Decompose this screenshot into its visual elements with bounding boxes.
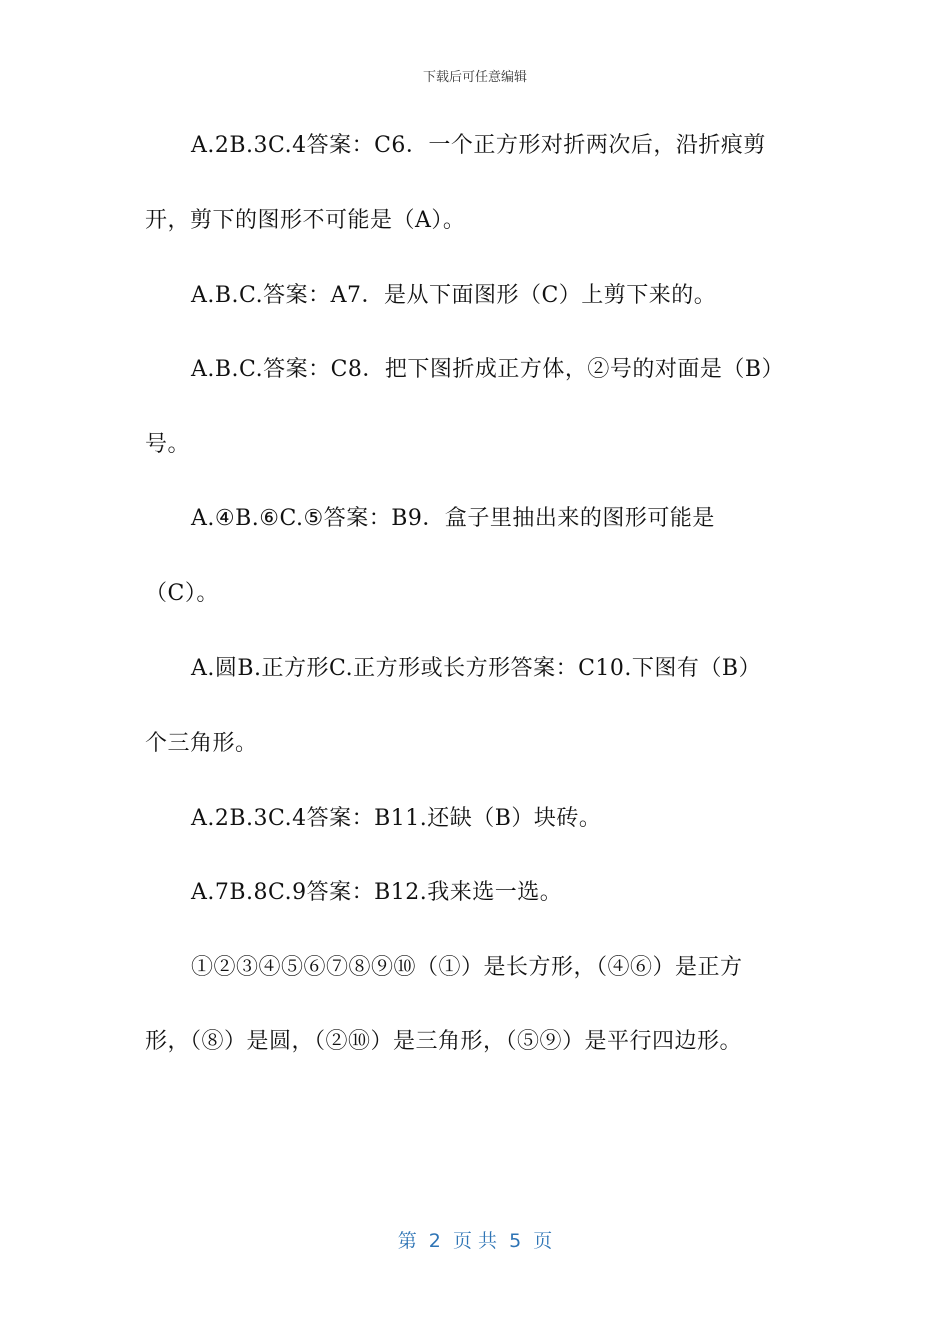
text-line: 号。 [145, 432, 191, 457]
text-line: A.圆B.正方形C.正方形或长方形答案：C10.下图有（B） [191, 656, 762, 681]
text-line: ①②③④⑤⑥⑦⑧⑨⑩（①）是长方形，（④⑥）是正方 [191, 955, 743, 980]
text-line: 形，（⑧）是圆，（②⑩）是三角形，（⑤⑨）是平行四边形。 [145, 1029, 743, 1054]
text-line: （C）。 [145, 581, 219, 606]
text-line: A.B.C.答案：C8．把下图折成正方体，②号的对面是（B） [191, 357, 785, 382]
text-line: 开，剪下的图形不可能是（A）。 [145, 208, 466, 233]
text-line: A.2B.3C.4答案：C6．一个正方形对折两次后，沿折痕剪 [191, 133, 766, 158]
text-line: A.④B.⑥C.⑤答案：B9．盒子里抽出来的图形可能是 [191, 506, 715, 531]
text-line: A.B.C.答案：A7．是从下面图形（C）上剪下来的。 [191, 283, 717, 308]
page-number-footer: 第 2 页 共 5 页 [397, 1230, 553, 1252]
text-line: A.2B.3C.4答案：B11.还缺（B）块砖。 [191, 806, 602, 831]
text-line: A.7B.8C.9答案：B12.我来选一选。 [191, 880, 563, 905]
text-line: 个三角形。 [145, 731, 258, 756]
header-note: 下载后可任意编辑 [422, 70, 527, 85]
